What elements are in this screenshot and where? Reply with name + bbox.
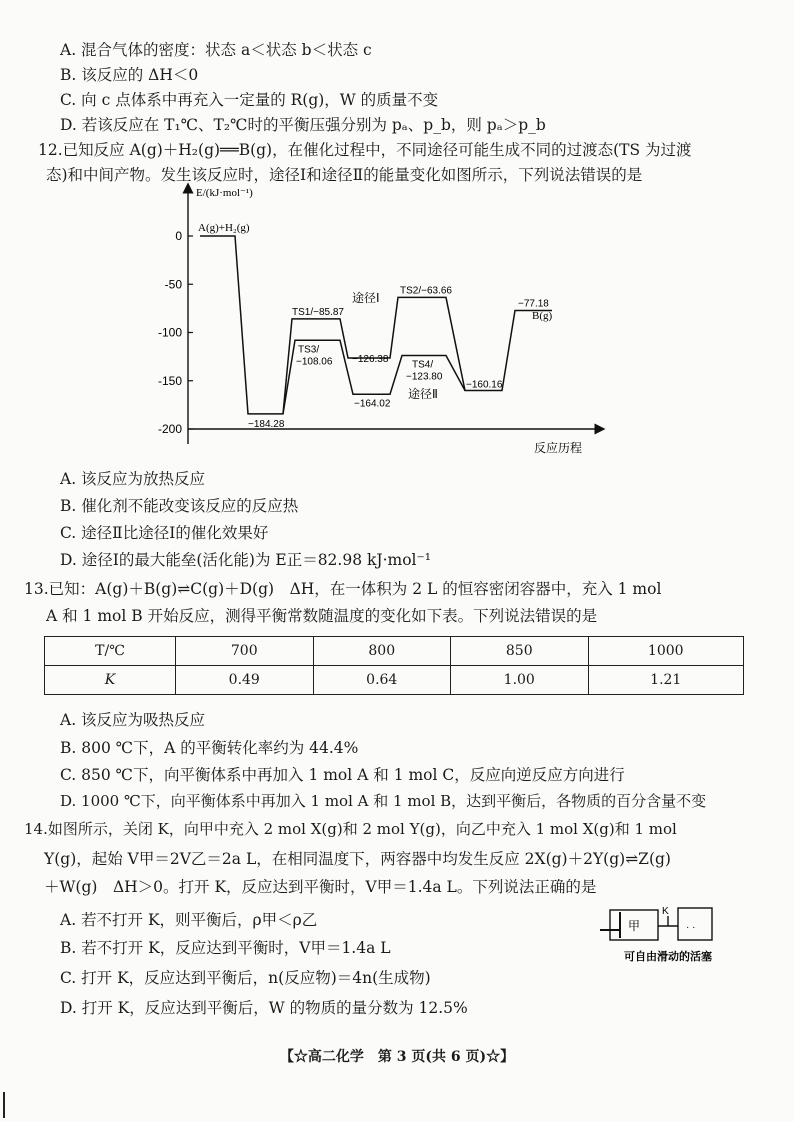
table-cell: 850 <box>451 637 589 666</box>
table-header-k: K <box>45 666 176 695</box>
svg-text:· ·: · · <box>686 922 696 933</box>
piston-caption: 可自由滑动的活塞 <box>624 951 712 963</box>
table-row <box>45 666 744 695</box>
intermediate-4-label: −164.02 <box>354 398 391 410</box>
ts1-label: TS1/−85.87 <box>292 306 344 318</box>
table-cell: 1.00 <box>451 666 589 695</box>
container-figure <box>598 900 748 970</box>
q14-stem-line1: 14.如图所示，关闭 K，向甲中充入 2 mol X(g)和 2 mol Y(g)，向乙中充入 1 mol X(g)和 1 mol <box>24 820 677 838</box>
reactant-label: A(g)+H₂(g) <box>198 222 250 234</box>
label-k: K <box>662 906 669 917</box>
table-cell: 1.21 <box>588 666 744 695</box>
table-cell: 1000 <box>588 637 744 666</box>
q14-option-c: C. 打开 K，反应达到平衡后，n(反应物)＝4n(生成物) <box>60 969 431 987</box>
q11-option-c: C. 向 c 点体系中再充入一定量的 R(g)，W 的质量不变 <box>60 91 439 109</box>
q13-option-c: C. 850 ℃下，向平衡体系中再加入 1 mol A 和 1 mol C，反应向逆反应方向进行 <box>60 766 625 784</box>
q12-option-a: A. 该反应为放热反应 <box>60 470 206 488</box>
equilibrium-constant-table <box>44 636 744 695</box>
y-tick-label: -50 <box>164 277 182 292</box>
pathway-2-label: 途径Ⅱ <box>408 387 438 401</box>
table-cell: 0.64 <box>313 666 451 695</box>
q11-option-b: B. 该反应的 ΔH＜0 <box>60 66 199 84</box>
intermediate-3-label: −160.16 <box>466 379 503 391</box>
ts4-value-label: −123.80 <box>406 371 443 383</box>
q13-stem-line1: 13.已知：A(g)＋B(g)⇌C(g)＋D(g) ΔH，在一体积为 2 L 的恒容密闭容器中，充入 1 mol <box>24 580 662 598</box>
table-row <box>45 637 744 666</box>
margin-mark <box>3 1092 5 1118</box>
q13-stem-line2: A 和 1 mol B 开始反应，测得平衡常数随温度的变化如下表。下列说法错误的是 <box>46 607 598 625</box>
q14-option-b: B. 若不打开 K，反应达到平衡时，V甲＝1.4a L <box>60 939 391 957</box>
table-cell: 700 <box>176 637 314 666</box>
y-tick-label: -200 <box>157 422 182 436</box>
y-tick-label: -150 <box>157 373 182 388</box>
intermediate-2-label: −126.38 <box>352 353 389 365</box>
q14-stem-line2: Y(g)，起始 V甲＝2V乙＝2a L，在相同温度下，两容器中均发生反应 2X(g)＋2Y(g)⇌Z(g) <box>44 850 671 868</box>
q14-option-d: D. 打开 K，反应达到平衡后，W 的物质的量分数为 12.5% <box>60 999 468 1017</box>
q12-option-c: C. 途径Ⅱ比途径Ⅰ的催化效果好 <box>60 524 269 542</box>
q12-option-d: D. 途径Ⅰ的最大能垒(活化能)为 E正＝82.98 kJ·mol⁻¹ <box>60 551 431 569</box>
label-jia: 甲 <box>628 919 641 933</box>
table-cell: 800 <box>313 637 451 666</box>
table-header-temp: T/℃ <box>45 637 176 666</box>
q12-option-b: B. 催化剂不能改变该反应的反应热 <box>60 497 299 515</box>
q13-option-d: D. 1000 ℃下，向平衡体系中再加入 1 mol A 和 1 mol B，达到平衡后，各物质的百分含量不变 <box>60 792 707 810</box>
intermediate-1-label: −184.28 <box>248 418 285 430</box>
ts3-label: TS3/ <box>298 344 320 356</box>
ts4-label: TS4/ <box>412 359 434 371</box>
product-label: B(g) <box>532 310 553 322</box>
ts2-label: TS2/−63.66 <box>400 285 452 297</box>
q13-option-a: A. 该反应为吸热反应 <box>60 711 206 729</box>
q13-option-b: B. 800 ℃下，A 的平衡转化率约为 44.4% <box>60 739 359 757</box>
y-axis-label: E/(kJ·mol⁻¹) <box>196 187 253 199</box>
pathway-1-label: 途径Ⅰ <box>352 291 380 305</box>
ts3-value-label: −108.06 <box>296 356 333 368</box>
y-tick-label: 0 <box>175 229 182 243</box>
energy-diagram <box>140 182 620 462</box>
q12-stem-line1: 12.已知反应 A(g)＋H₂(g)══B(g)，在催化过程中，不同途径可能生成不同的过渡态(TS 为过渡 <box>38 141 692 159</box>
q11-option-d: D. 若该反应在 T₁℃、T₂℃时的平衡压强分别为 pₐ、p_b，则 pₐ＞p_b <box>60 116 546 134</box>
q14-stem-line3: ＋W(g) ΔH＞0。打开 K，反应达到平衡时，V甲＝1.4a L。下列说法正确的是 <box>44 878 597 896</box>
x-axis-label: 反应历程 <box>534 441 583 455</box>
y-tick-label: -100 <box>157 325 182 340</box>
product-energy-label: −77.18 <box>518 298 549 310</box>
q12-stem-line2: 态)和中间产物。发生该反应时，途径Ⅰ和途径Ⅱ的能量变化如图所示，下列说法错误的是 <box>46 166 643 184</box>
q14-option-a: A. 若不打开 K，则平衡后，ρ甲＜ρ乙 <box>60 911 318 929</box>
point-labels <box>248 285 549 429</box>
q11-option-a: A. 混合气体的密度：状态 a＜状态 b＜状态 c <box>60 41 372 59</box>
table-cell: 0.49 <box>176 666 314 695</box>
page-footer: 【☆高二化学 第 3 页(共 6 页)☆】 <box>279 1049 515 1065</box>
